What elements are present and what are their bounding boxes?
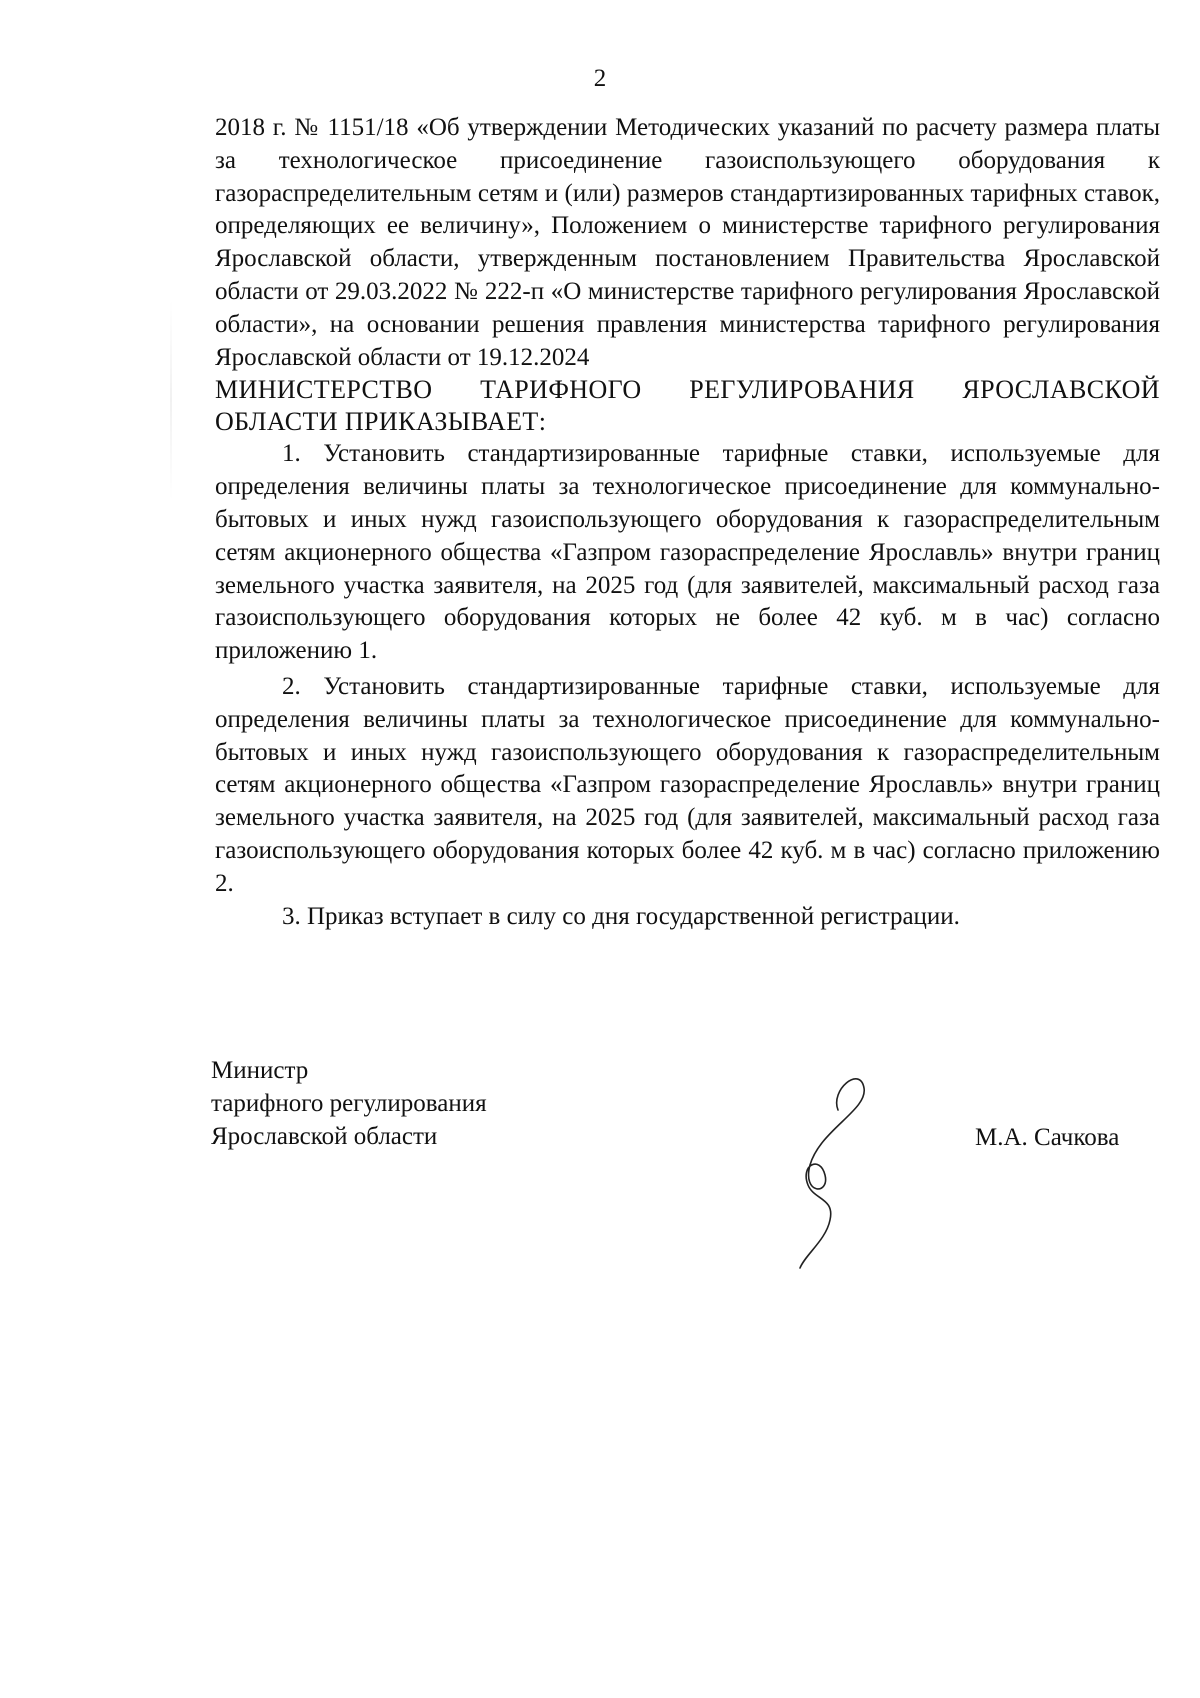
signatory-position (211, 1054, 631, 1153)
decree-heading: МИНИСТЕРСТВО ТАРИФНОГО РЕГУЛИРОВАНИЯ ЯРОСЛАВСКОЙ ОБЛАСТИ ПРИКАЗЫВАЕТ: (215, 375, 1160, 437)
intro-paragraph: 2018 г. № 1151/18 «Об утверждении Методических указаний по расчету размера платы за технологическое присоединение газоиспользующего оборудования к газораспределительным сетям и (или) размеров стандартизированных тарифных ставок, определяющих ее величину», Положением о министерстве тарифного регулирования Ярославской области, утвержденным постановлением Правительства Ярославской области от 29.03.2022 № 222-п «О министерстве тарифного регулирования Ярославской области», на основании решения правления министерства тарифного регулирования Ярославской области от 19.12.2024 (215, 114, 1160, 371)
signatory-name: М.А. Сачкова (975, 1124, 1120, 1151)
page-number: 2 (593, 65, 607, 92)
order-item-1: 1. Установить стандартизированные тарифные ставки, используемые для определения величины платы за технологическое присоединение для коммунально-бытовых и иных нужд газоиспользующего оборудования к газораспределительным сетям акционерного общества «Газпром газораспределение Ярославль» внутри границ земельного участка заявителя, на 2025 год (для заявителей, максимальный расход газа газоиспользующего оборудования которых не более 42 куб. м в час) согласно приложению 1. (215, 440, 1160, 665)
document-body (215, 112, 1160, 933)
handwritten-signature (780, 1070, 900, 1270)
order-item-3: 3. Приказ вступает в силу со дня государственной регистрации. (282, 902, 960, 930)
scan-artifact (170, 300, 172, 500)
signatory-position-line-2: тарифного регулирования (211, 1090, 487, 1117)
order-item-2: 2. Установить стандартизированные тарифные ставки, используемые для определения величины платы за технологическое присоединение для коммунально-бытовых и иных нужд газоиспользующего оборудования к газораспределительным сетям акционерного общества «Газпром газораспределение Ярославль» внутри границ земельного участка заявителя, на 2025 год (для заявителей, максимальный расход газа газоиспользующего оборудования которых более 42 куб. м в час) согласно приложению 2. (215, 672, 1160, 897)
signatory-position-line-3: Ярославской области (211, 1123, 438, 1150)
signatory-position-line-1: Министр (211, 1057, 309, 1084)
